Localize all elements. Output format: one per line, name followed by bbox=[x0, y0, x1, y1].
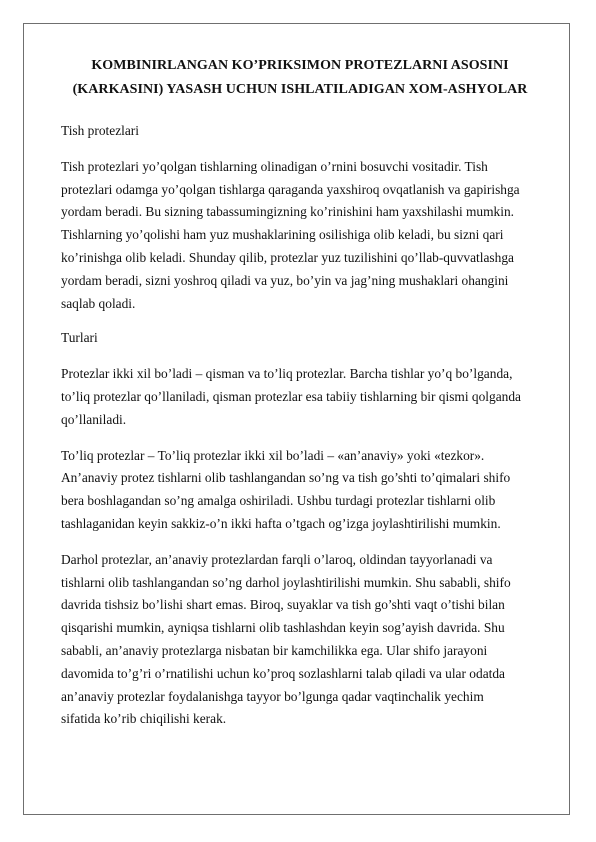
title-line: KOMBINIRLANGAN KO’PRIKSIMON PROTEZLARNI ASOSINI bbox=[91, 58, 509, 73]
section-heading-tish-protezlari: Tish protezlari bbox=[61, 123, 139, 138]
text-line: An’anaviy protez tishlarni olib tashlangandan so’ng va tish go’shti to’qimalari shifo bbox=[61, 470, 511, 486]
text-line: To’liq protezlar – To’liq protezlar ikki xil bo’ladi – «an’anaviy» yoki «tezkor». bbox=[61, 447, 485, 463]
paragraph-full-dentures bbox=[61, 445, 539, 536]
text-line: saqlab qoladi. bbox=[61, 295, 136, 311]
text-line: davrida tishsiz bo’lishi shart emas. Biroq, suyaklar va tish go’shti vaqt o’tishi bilan bbox=[61, 597, 505, 613]
section-heading-turlari: Turlari bbox=[61, 330, 98, 346]
text-line: an’anaviy protezlar foydalanishga tayyor bo’lgunga qadar vaqtinchalik yechim bbox=[61, 688, 484, 704]
text-line: qisqarishi mumkin, ayniqsa tishlarni olib tashlashdan keyin sog’ayish davrida. Shu bbox=[61, 620, 505, 636]
paragraph-intro bbox=[61, 156, 539, 316]
text-line: Tishlarning yo’qolishi ham yuz mushaklarining osilishiga olib keladi, bu sizni qari bbox=[61, 227, 504, 243]
text-line: Protezlar ikki xil bo’ladi – qisman va to’liq protezlar. Barcha tishlar yo’q bo’lganda, bbox=[61, 366, 513, 382]
text-line: davomida to’g’ri o’rnatilishi uchun ko’proq sozlashlarni talab qiladi va ular odatda bbox=[61, 665, 505, 681]
document-body bbox=[61, 54, 539, 731]
paragraph-immediate-dentures bbox=[61, 549, 539, 731]
text-line: tashlaganidan keyin sakkiz-o’n ikki hafta o’tgach og’izga joylashtirilishi mumkin. bbox=[61, 515, 501, 531]
text-line: ko’rinishga olib keladi. Shunday qilib, protezlar yuz tuzilishini qo’llab-quvvatlashga bbox=[61, 249, 514, 265]
document-title bbox=[61, 54, 539, 102]
text-line: qo’llaniladi. bbox=[61, 411, 127, 427]
text-line: Tish protezlari yo’qolgan tishlarning olinadigan o’rnini bosuvchi vositadir. Tish bbox=[61, 158, 488, 174]
paragraph-types bbox=[61, 363, 539, 431]
title-line: (KARKASINI) YASASH UCHUN ISHLATILADIGAN XOM-ASHYOLAR bbox=[72, 82, 528, 97]
text-line: to’liq protezlar qo’llaniladi, qisman protezlar esa tabiiy tishlarning bir qismi qolganda bbox=[61, 388, 521, 404]
text-line: tishlarni olib tashlangandan so’ng darhol joylashtirilishi mumkin. Shu sababli, shifo bbox=[61, 574, 511, 590]
text-line: sababli, an’anaviy protezlarga nisbatan bir kamchilikka ega. Ular shifo jarayoni bbox=[61, 642, 488, 658]
text-line: sifatida ko’rib chiqilishi kerak. bbox=[61, 711, 227, 727]
text-line: yordam beradi, sizni yoshroq qiladi va yuz, bo’yin va jag’ning mushaklari ohangini bbox=[61, 272, 509, 288]
text-line: protezlari odamga yo’qolgan tishlarga qaraganda yaxshiroq ovqatlanish va gapirishga bbox=[61, 181, 520, 197]
text-line: yordam beradi. Bu sizning tabassumingizning ko’rinishini ham yaxshilashi mumkin. bbox=[61, 204, 514, 220]
text-line: bera boshlagandan so’ng amalga oshiriladi. Ushbu turdagi protezlar tishlarni olib bbox=[61, 493, 496, 509]
text-line: Darhol protezlar, an’anaviy protezlardan farqli o’laroq, oldindan tayyorlanadi va bbox=[61, 551, 493, 567]
